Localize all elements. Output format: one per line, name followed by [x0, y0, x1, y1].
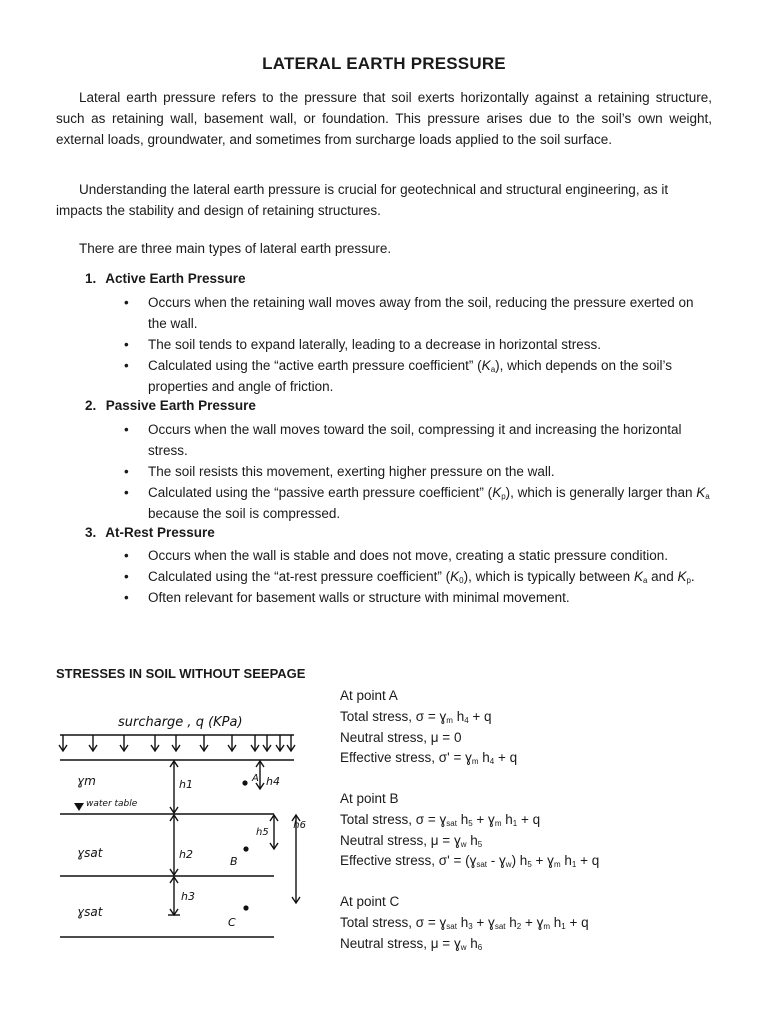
intro-paragraph-3: There are three main types of lateral earth pressure.	[79, 241, 392, 256]
point-c-total-stress: Total stress, σ = ɣ$_{sat}$ $h_3$ + ɣ$_{sat}$ $h_2$ + ɣ$_m$ $h_1 + q$	[340, 914, 589, 931]
point-b-effective-stress: Effective stress, σ' = (ɣ$_{sat}$ - ɣ$_w$) $h_5$ + ɣ$_m$ $h_1 + q$	[340, 853, 600, 870]
point-b-total-stress: Total stress, σ = ɣ$_{sat}$ $h_5$ + ɣ$_m$ $h_1 + q$	[340, 811, 541, 828]
point-a-label-diagram: A	[252, 773, 259, 784]
bullet-list-active	[122, 292, 714, 397]
point-c-dot	[243, 905, 248, 910]
h6-label: h6	[293, 820, 306, 831]
section-heading-passive: 2. Passive Earth Pressure	[85, 398, 256, 413]
section-heading-at-rest: 3. At-Rest Pressure	[85, 525, 215, 540]
section-heading-active: 1. Active Earth Pressure	[85, 271, 246, 286]
point-c-equations	[340, 892, 740, 954]
point-a-total-stress: Total stress, σ = ɣ$_m$ $h_4 + q$	[340, 708, 492, 725]
point-a-neutral-stress: Neutral stress, μ = 0	[340, 729, 462, 745]
surcharge-arrows	[59, 735, 295, 751]
point-a-dot	[242, 780, 247, 785]
list-item: • Occurs when the wall is stable and does not move, creating a static pressure condition.	[124, 548, 669, 563]
intro-paragraph-1: Lateral earth pressure refers to the pressure that soil exerts horizontally against a retaining structure, such as retaining wall, basement wall, or foundation. This pressure arises due to the soil’s own weight, external loads, groundwater, and sometimes from surcharge loads applied to the soil surface.	[56, 90, 712, 147]
page-title: LATERAL EARTH PRESSURE	[262, 54, 506, 73]
point-a-effective-stress: Effective stress, σ' = ɣ$_m$ $h_4 + q$	[340, 750, 518, 767]
list-item: • Occurs when the retaining wall moves away from the soil, reducing the pressure exerted on the wall.	[124, 295, 694, 331]
point-c-neutral-stress: Neutral stress, μ = ɣ$_w$ $h_6$	[340, 935, 483, 952]
water-table-marker	[74, 803, 84, 811]
list-item: • Often relevant for basement walls or structure with minimal movement.	[124, 590, 570, 605]
list-item: • The soil tends to expand laterally, leading to a decrease in horizontal stress.	[124, 337, 602, 352]
h1-label: h1	[179, 778, 193, 791]
water-table-label: water table	[86, 799, 138, 809]
point-a-equations	[340, 686, 740, 769]
gamma-m-label: ɣm	[77, 774, 96, 788]
stress-section-heading: STRESSES IN SOIL WITHOUT SEEPAGE	[56, 666, 306, 681]
h5-label: h5	[256, 827, 269, 838]
soil-stress-diagram	[56, 708, 306, 954]
list-item: • Occurs when the wall moves toward the soil, compressing it and increasing the horizontal stress.	[124, 422, 682, 458]
list-item: • The soil resists this movement, exerting higher pressure on the wall.	[124, 464, 555, 479]
gamma-sat-label-lower: ɣsat	[77, 905, 103, 919]
list-item: • Calculated using the “active earth pressure coefficient” $(K_a)$, which depends on the soil’s properties and angle of friction.	[124, 358, 672, 394]
point-b-equations	[340, 789, 740, 872]
surcharge-label: surcharge , q (KPa)	[118, 715, 243, 730]
list-item: • Calculated using the “at-rest pressure coefficient” $(K_0)$, which is typically between $K_a$ and $K_p$.	[124, 569, 695, 585]
h4-label: h4	[266, 775, 280, 788]
intro-paragraph-2: Understanding the lateral earth pressure is crucial for geotechnical and structural engineering, as it impacts the stability and design of retaining structures.	[56, 182, 669, 218]
point-a-label: At point A	[340, 688, 398, 703]
bullet-list-at-rest	[122, 545, 714, 608]
h3-label: h3	[181, 890, 195, 903]
point-c-label: At point C	[340, 894, 400, 909]
point-b-label: At point B	[340, 791, 399, 806]
point-b-neutral-stress: Neutral stress, μ = ɣ$_w$ $h_5$	[340, 832, 483, 849]
point-b-label-diagram: B	[230, 855, 238, 868]
list-item: • Calculated using the “passive earth pressure coefficient” $(K_p)$, which is generally larger than $K_a$ because the soil is compressed.	[124, 485, 710, 521]
bullet-list-passive	[122, 419, 714, 524]
gamma-sat-label-upper: ɣsat	[77, 846, 103, 860]
point-c-label-diagram: C	[228, 916, 236, 929]
h2-label: h2	[179, 848, 193, 861]
point-b-dot	[243, 846, 248, 851]
